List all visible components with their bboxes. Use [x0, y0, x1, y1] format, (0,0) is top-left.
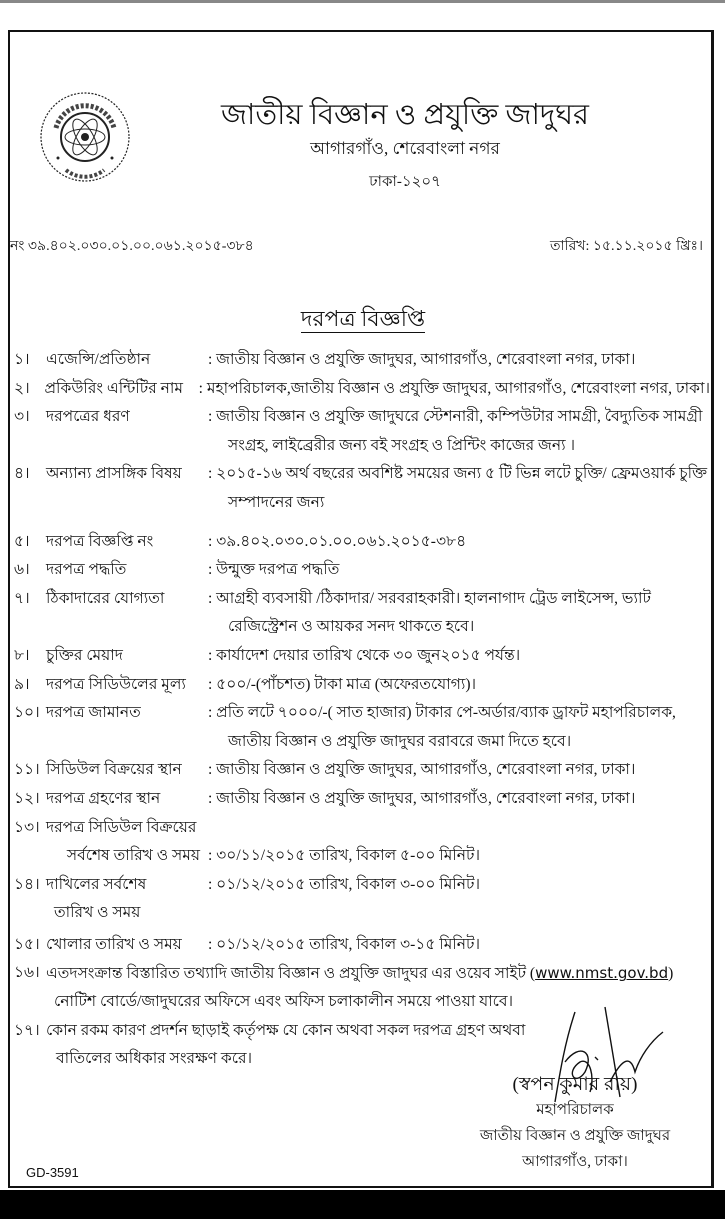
item-value: : জাতীয় বিজ্ঞান ও প্রযুক্তি জাদুঘর, আগারগাঁও, শেরেবাংলা নগর, ঢাকা।: [208, 789, 636, 807]
list-item: [10, 585, 710, 614]
item-number: ১২।: [14, 789, 40, 807]
list-item: [10, 785, 710, 814]
list-item: [10, 931, 710, 960]
item-label: দরপত্র সিডিউল বিক্রয়ের: [46, 818, 197, 836]
item-label: অন্যান্য প্রাসঙ্গিক বিষয়: [46, 465, 182, 483]
item-label: দরপত্রের ধরণ: [46, 408, 130, 426]
list-item-continuation: [10, 842, 710, 871]
item-value: : ৫০০/-(পাঁচশত) টাকা মাত্র (অফেরতযোগ্য)।: [208, 675, 477, 693]
list-item: [10, 699, 710, 728]
item-number: ১৪।: [14, 875, 40, 893]
item-value: : কার্যাদেশ দেয়ার তারিখ থেকে ৩০ জুন২০১৫ পর্যন্ত।: [208, 646, 521, 664]
spacer: [10, 842, 46, 871]
item-text-continuation: নোটিশ বোর্ডে/জাদুঘরের অফিসে এবং অফিস চলাকালীন সময়ে পাওয়া যাবে।: [54, 993, 514, 1011]
list-item: [10, 556, 710, 585]
notice-heading: [10, 302, 716, 339]
item-number: ১৬।: [14, 964, 40, 982]
list-item: [10, 375, 710, 404]
item-number: ১০।: [14, 704, 40, 722]
item-number: ১৫।: [14, 935, 40, 953]
item-number: ৭।: [14, 589, 30, 607]
list-item: [10, 346, 710, 375]
heading-text: দরপত্র বিজ্ঞপ্তি: [300, 306, 426, 331]
item-text-end: ): [668, 965, 674, 983]
item-text-main: কোন রকম কারণ প্রদর্শন ছাড়াই কর্তৃপক্ষ যে কোন অথবা সকল দরপত্র গ্রহণ অথবা: [46, 1021, 526, 1039]
item-number: ১।: [14, 351, 30, 368]
list-item: [10, 871, 710, 900]
item-value: : উন্মুক্ত দরপত্র পদ্ধতি: [208, 561, 340, 579]
item-label: দরপত্র গ্রহণের স্থান: [46, 789, 161, 807]
list-item: [10, 959, 710, 988]
item-number: ৬।: [14, 561, 30, 579]
item-value: : মহাপরিচালক,জাতীয় বিজ্ঞান ও প্রযুক্তি জাদুঘর, আগারগাঁও, শেরেবাংলা নগর, ঢাকা।: [198, 379, 710, 397]
item-number: ১৩।: [14, 818, 40, 836]
item-number: ১৭।: [14, 1021, 40, 1039]
item-text-main: এতদসংক্রান্ত বিস্তারিত তথ্যাদি জাতীয় বিজ্ঞান ও প্রযুক্তি জাদুঘর এর ওয়েব সাইট (: [46, 965, 536, 983]
item-text: [46, 959, 710, 988]
item-number: ৩।: [14, 408, 30, 426]
item-value-continuation: সংগ্রহ, লাইব্রেরীর জন্য বই সংগ্রহ ও প্রিন্টিং কাজের জন্য ।: [228, 436, 576, 454]
item-label: প্রকিউরিং এন্টিটির নাম: [44, 379, 183, 397]
item-number: ৮।: [14, 646, 30, 664]
item-value: : জাতীয় বিজ্ঞান ও প্রযুক্তি জাদুঘর, আগারগাঁও, শেরেবাংলা নগর, ঢাকা।: [208, 761, 636, 779]
signatory-designation: মহাপরিচালক: [536, 1102, 614, 1118]
item-number: ৪।: [14, 465, 30, 483]
item-number: ৫।: [14, 532, 30, 550]
item-value: : জাতীয় বিজ্ঞান ও প্রযুক্তি জাদুঘর, আগারগাঁও, শেরেবাংলা নগর, ঢাকা।: [208, 351, 636, 368]
footer-code: GD-3591: [26, 1165, 79, 1180]
item-value: : ৩৯.৪০২.০৩০.০১.০০.০৬১.২০১৫-৩৮৪: [208, 532, 467, 550]
item-value: : জাতীয় বিজ্ঞান ও প্রযুক্তি জাদুঘরে স্টেশনারী, কম্পিউটার সামগ্রী, বৈদ্যুতিক সামগ্রী: [208, 408, 703, 426]
museum-logo-seal: [38, 90, 132, 184]
item-label: দরপত্র পদ্ধতি: [46, 561, 127, 579]
item-label: দরপত্র সিডিউলের মূল্য: [46, 675, 186, 693]
item-value: : ২০১৫-১৬ অর্থ বছরের অবশিষ্ট সময়ের জন্য ৫ টি ভিন্ন লটে চুক্তি/ ফ্রেমওয়ার্ক চুক্তি: [208, 465, 708, 483]
organization-city: ঢাকা-১২০৭: [369, 174, 441, 190]
item-text-continuation: বাতিলের অধিকার সংরক্ষণ করে।: [56, 1050, 253, 1068]
item-value-continuation: সম্পাদনের জন্য: [228, 493, 325, 511]
organization-title: জাতীয় বিজ্ঞান ও প্রযুক্তি জাদুঘর: [220, 99, 590, 131]
signatory-address: আগারগাঁও, ঢাকা।: [522, 1154, 628, 1170]
item-label: এজেন্সি/প্রতিষ্ঠান: [46, 351, 151, 368]
item-label: দাখিলের সর্বশেষ: [46, 875, 147, 893]
top-divider: [0, 0, 725, 3]
notice-date: তারিখ: ১৫.১১.২০১৫ খ্রিঃ।: [550, 239, 703, 254]
item-value-continuation: জাতীয় বিজ্ঞান ও প্রযুক্তি জাদুঘর বরাবরে জমা দিতে হবে।: [228, 732, 572, 750]
bottom-border: [0, 1190, 725, 1219]
item-number: ৯।: [14, 675, 30, 693]
signatory-organization: জাতীয় বিজ্ঞান ও প্রযুক্তি জাদুঘর: [479, 1128, 671, 1144]
reference-number: নং ৩৯.৪০২.০৩০.০১.০০.০৬১.২০১৫-৩৮৪: [10, 239, 254, 254]
list-item: [10, 642, 710, 671]
item-number: ২।: [14, 379, 30, 397]
item-value: : প্রতি লটে ৭০০০/-( সাত হাজার) টাকার পে-অর্ডার/ব্যাক ড্রাফট মহাপরিচালক,: [208, 704, 676, 722]
list-item: [10, 671, 710, 700]
signatory-name: (স্বপন কুমার রায়): [512, 1074, 638, 1095]
item-value: : ০১/১২/২০১৫ তারিখ, বিকাল ৩-১৫ মিনিট।: [208, 935, 480, 953]
list-item: [10, 756, 710, 785]
item-value: : আগ্রহী ব্যবসায়ী /ঠিকাদার/ সরবরাহকারী। হালনাগাদ ট্রেড লাইসেন্স, ভ্যাট: [208, 589, 651, 607]
list-item: [10, 528, 710, 557]
item-value: : ০১/১২/২০১৫ তারিখ, বিকাল ৩-০০ মিনিট।: [208, 875, 481, 893]
notice-document: [8, 30, 714, 1188]
item-value-continuation: রেজিস্ট্রেশন ও আয়কর সনদ থাকতে হবে।: [228, 618, 475, 636]
item-label-continuation: তারিখ ও সময়: [54, 904, 141, 922]
item-value: : ৩০/১১/২০১৫ তারিখ, বিকাল ৫-০০ মিনিট।: [208, 847, 481, 865]
item-label: দরপত্র জামানত: [46, 704, 141, 722]
item-number: ১১।: [14, 761, 40, 779]
organization-address: আগারগাঁও, শেরেবাংলা নগর: [310, 139, 500, 158]
list-item: [10, 403, 710, 432]
item-label-continuation: সর্বশেষ তারিখ ও সময়: [66, 847, 200, 865]
item-label: সিডিউল বিক্রয়ের স্থান: [46, 761, 182, 779]
item-label: খোলার তারিখ ও সময়: [46, 935, 182, 953]
item-label: ঠিকাদারের যোগ্যতা: [46, 589, 165, 607]
item-label: চুক্তির মেয়াদ: [46, 646, 123, 664]
tender-details-list: [10, 346, 710, 1074]
item-label: দরপত্র বিজ্ঞপ্তি নং: [46, 532, 154, 550]
website-link[interactable]: www.nmst.gov.bd: [535, 964, 669, 983]
list-item: [10, 460, 710, 489]
list-item: [10, 814, 710, 843]
